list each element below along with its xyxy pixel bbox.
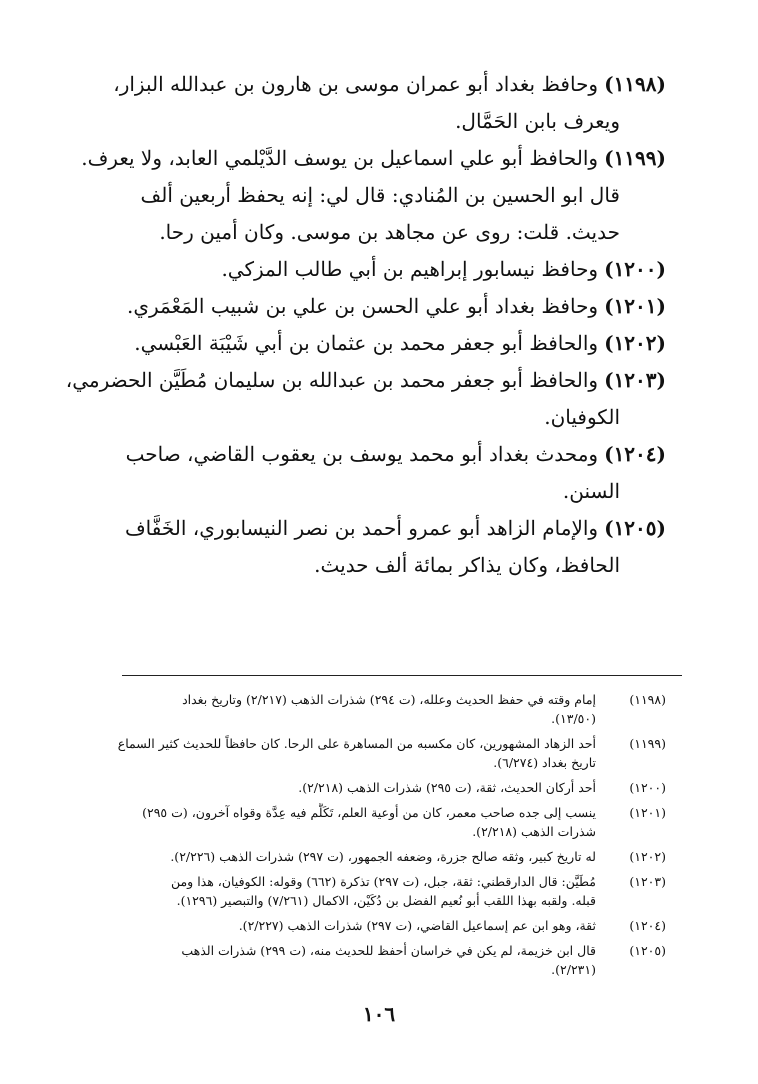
entry-line — [88, 510, 666, 547]
footnote — [105, 941, 666, 979]
main-text — [65, 66, 666, 584]
entry-line — [65, 362, 666, 399]
entry-number: (١١٩٨) — [604, 72, 666, 96]
footnote-number: (١١٩٨) — [629, 692, 666, 707]
entry — [88, 436, 666, 510]
entry-text: والحافظ أبو علي اسماعيل بن يوسف الدَّيْلمي العابد، ولا يعرف. — [81, 146, 599, 170]
footnote-line: تاريخ بغداد (٦/٢٧٤). — [493, 755, 596, 770]
footnote-line: له تاريخ كبير، وثقه صالح جزرة، وضعفه الجمهور، (ت ٢٩٧) شذرات الذهب (٢/٢٢٦). — [170, 849, 596, 864]
entry-text: قال ابو الحسين بن المُنادي: قال لي: إنه يحفظ أربعين ألف — [140, 183, 620, 207]
footnote-line: أحد أركان الحديث، ثقة، (ت ٢٩٥) شذرات الذهب (٢/٢١٨). — [298, 780, 596, 795]
entry-line — [88, 288, 666, 325]
footnote-body — [105, 803, 596, 841]
footnote-body — [105, 916, 596, 935]
entry-line — [88, 473, 666, 510]
footnote-number: (١٢٠٤) — [629, 918, 666, 933]
entry — [88, 288, 666, 325]
footnote-line: إمام وقته في حفظ الحديث وعلله، (ت ٢٩٤) شذرات الذهب (٢/٢١٧) وتاريخ بغداد — [182, 692, 596, 707]
footnote-line: (٢/٢٣١). — [551, 962, 596, 977]
footnote-line: شذرات الذهب (٢/٢١٨). — [472, 824, 596, 839]
entry-text: وحافظ نيسابور إبراهيم بن أبي طالب المزكي. — [221, 257, 599, 281]
entry — [88, 510, 666, 584]
entry-line — [88, 214, 666, 251]
footnote-line: مُطَيَّن: قال الدارقطني: ثقة، جبل، (ت ٢٩٧) تذكرة (٦٦٢) وقوله: الكوفيان، هذا ومن — [170, 874, 596, 889]
entry-text: ومحدث بغداد أبو محمد يوسف بن يعقوب القاضي، صاحب — [125, 442, 599, 466]
entry-text: وحافظ بغداد أبو عمران موسى بن هارون بن عبدالله البزار، — [113, 72, 599, 96]
entry — [65, 362, 666, 436]
entry-line — [88, 436, 666, 473]
entry-text: السنن. — [562, 479, 620, 503]
footnote-line: أحد الزهاد المشهورين، كان مكسبه من المساهرة على الرحا. كان حافظاً للحديث كثير السماع — [117, 736, 596, 751]
entry-line — [88, 103, 666, 140]
footnote-line: قبله. ولقبه بهذا اللقب أبو نُعيم الفضل بن دُكَيْن، الاكمال (٧/٢٦١) والتبصير (١٢٩٦). — [176, 893, 596, 908]
entry — [88, 66, 666, 140]
footnote-line: قال ابن خزيمة، لم يكن في خراسان أحفظ للحديث منه، (ت ٢٩٩) شذرات الذهب — [181, 943, 596, 958]
entry-text: والحافظ أبو جعفر محمد بن عبدالله بن سليمان مُطَيَّن الحضرمي، — [65, 368, 599, 392]
entry-text: ويعرف بابن الحَمَّال. — [455, 109, 620, 133]
entry-number: (١١٩٩) — [604, 146, 666, 170]
footnote-body — [105, 778, 596, 797]
entry-line — [88, 251, 666, 288]
entry-number: (١٢٠٠) — [604, 257, 666, 281]
footnote — [105, 803, 666, 841]
entry — [88, 325, 666, 362]
footnote — [105, 690, 666, 728]
entry — [88, 251, 666, 288]
footnote-number: (١٢٠٣) — [629, 874, 666, 889]
entry-text: حديث. قلت: روى عن مجاهد بن موسى. وكان أمين رحا. — [159, 220, 620, 244]
entry-line — [88, 325, 666, 362]
entry-number: (١٢٠٣) — [604, 368, 666, 392]
entry-line — [88, 547, 666, 584]
footnote-body — [105, 690, 596, 728]
footnote-number: (١٢٠٠) — [629, 780, 666, 795]
entry — [81, 140, 666, 251]
footnote-number: (١٢٠٢) — [629, 849, 666, 864]
entry-number: (١٢٠٤) — [604, 442, 666, 466]
footnotes — [105, 690, 666, 985]
footnote-number: (١١٩٩) — [629, 736, 666, 751]
entry-line — [88, 177, 666, 214]
entry-text: والإمام الزاهد أبو عمرو أحمد بن نصر النيسابوري، الخَفَّاف — [124, 516, 599, 540]
footnote — [105, 734, 666, 772]
entry-text: والحافظ أبو جعفر محمد بن عثمان بن أبي شَيْبَة العَبْسي. — [134, 331, 599, 355]
entry-line — [88, 399, 666, 436]
entry-text: وحافظ بغداد أبو علي الحسن بن علي بن شبيب المَعْمَري. — [126, 294, 599, 318]
page-number: ١٠٦ — [362, 1002, 396, 1026]
footnote — [105, 916, 666, 935]
entry-number: (١٢٠٢) — [604, 331, 666, 355]
entry-number: (١٢٠١) — [604, 294, 666, 318]
entry-text: الكوفيان. — [544, 405, 620, 429]
entry-line — [81, 140, 666, 177]
entry-line — [88, 66, 666, 103]
footnote — [105, 872, 666, 910]
footnote-line: (١٣/٥٠). — [551, 711, 596, 726]
footnote-body — [105, 847, 596, 866]
footnote — [105, 778, 666, 797]
footnote-separator — [122, 675, 682, 676]
footnote-number: (١٢٠٥) — [629, 943, 666, 958]
footnote-line: ثقة، وهو ابن عم إسماعيل القاضي، (ت ٢٩٧) شذرات الذهب (٢/٢٢٧). — [238, 918, 596, 933]
footnote-body — [105, 941, 596, 979]
footnote-line: ينسب إلى جده صاحب معمر، كان من أوعية العلم، تَكَلَّم فيه عِدَّة وقواه آخرون، (ت ٢٩٥) — [142, 805, 596, 820]
footnote — [105, 847, 666, 866]
footnote-number: (١٢٠١) — [629, 805, 666, 820]
footnote-body — [105, 734, 596, 772]
entry-number: (١٢٠٥) — [604, 516, 666, 540]
footnote-body — [105, 872, 596, 910]
entry-text: الحافظ، وكان يذاكر بمائة ألف حديث. — [314, 553, 620, 577]
